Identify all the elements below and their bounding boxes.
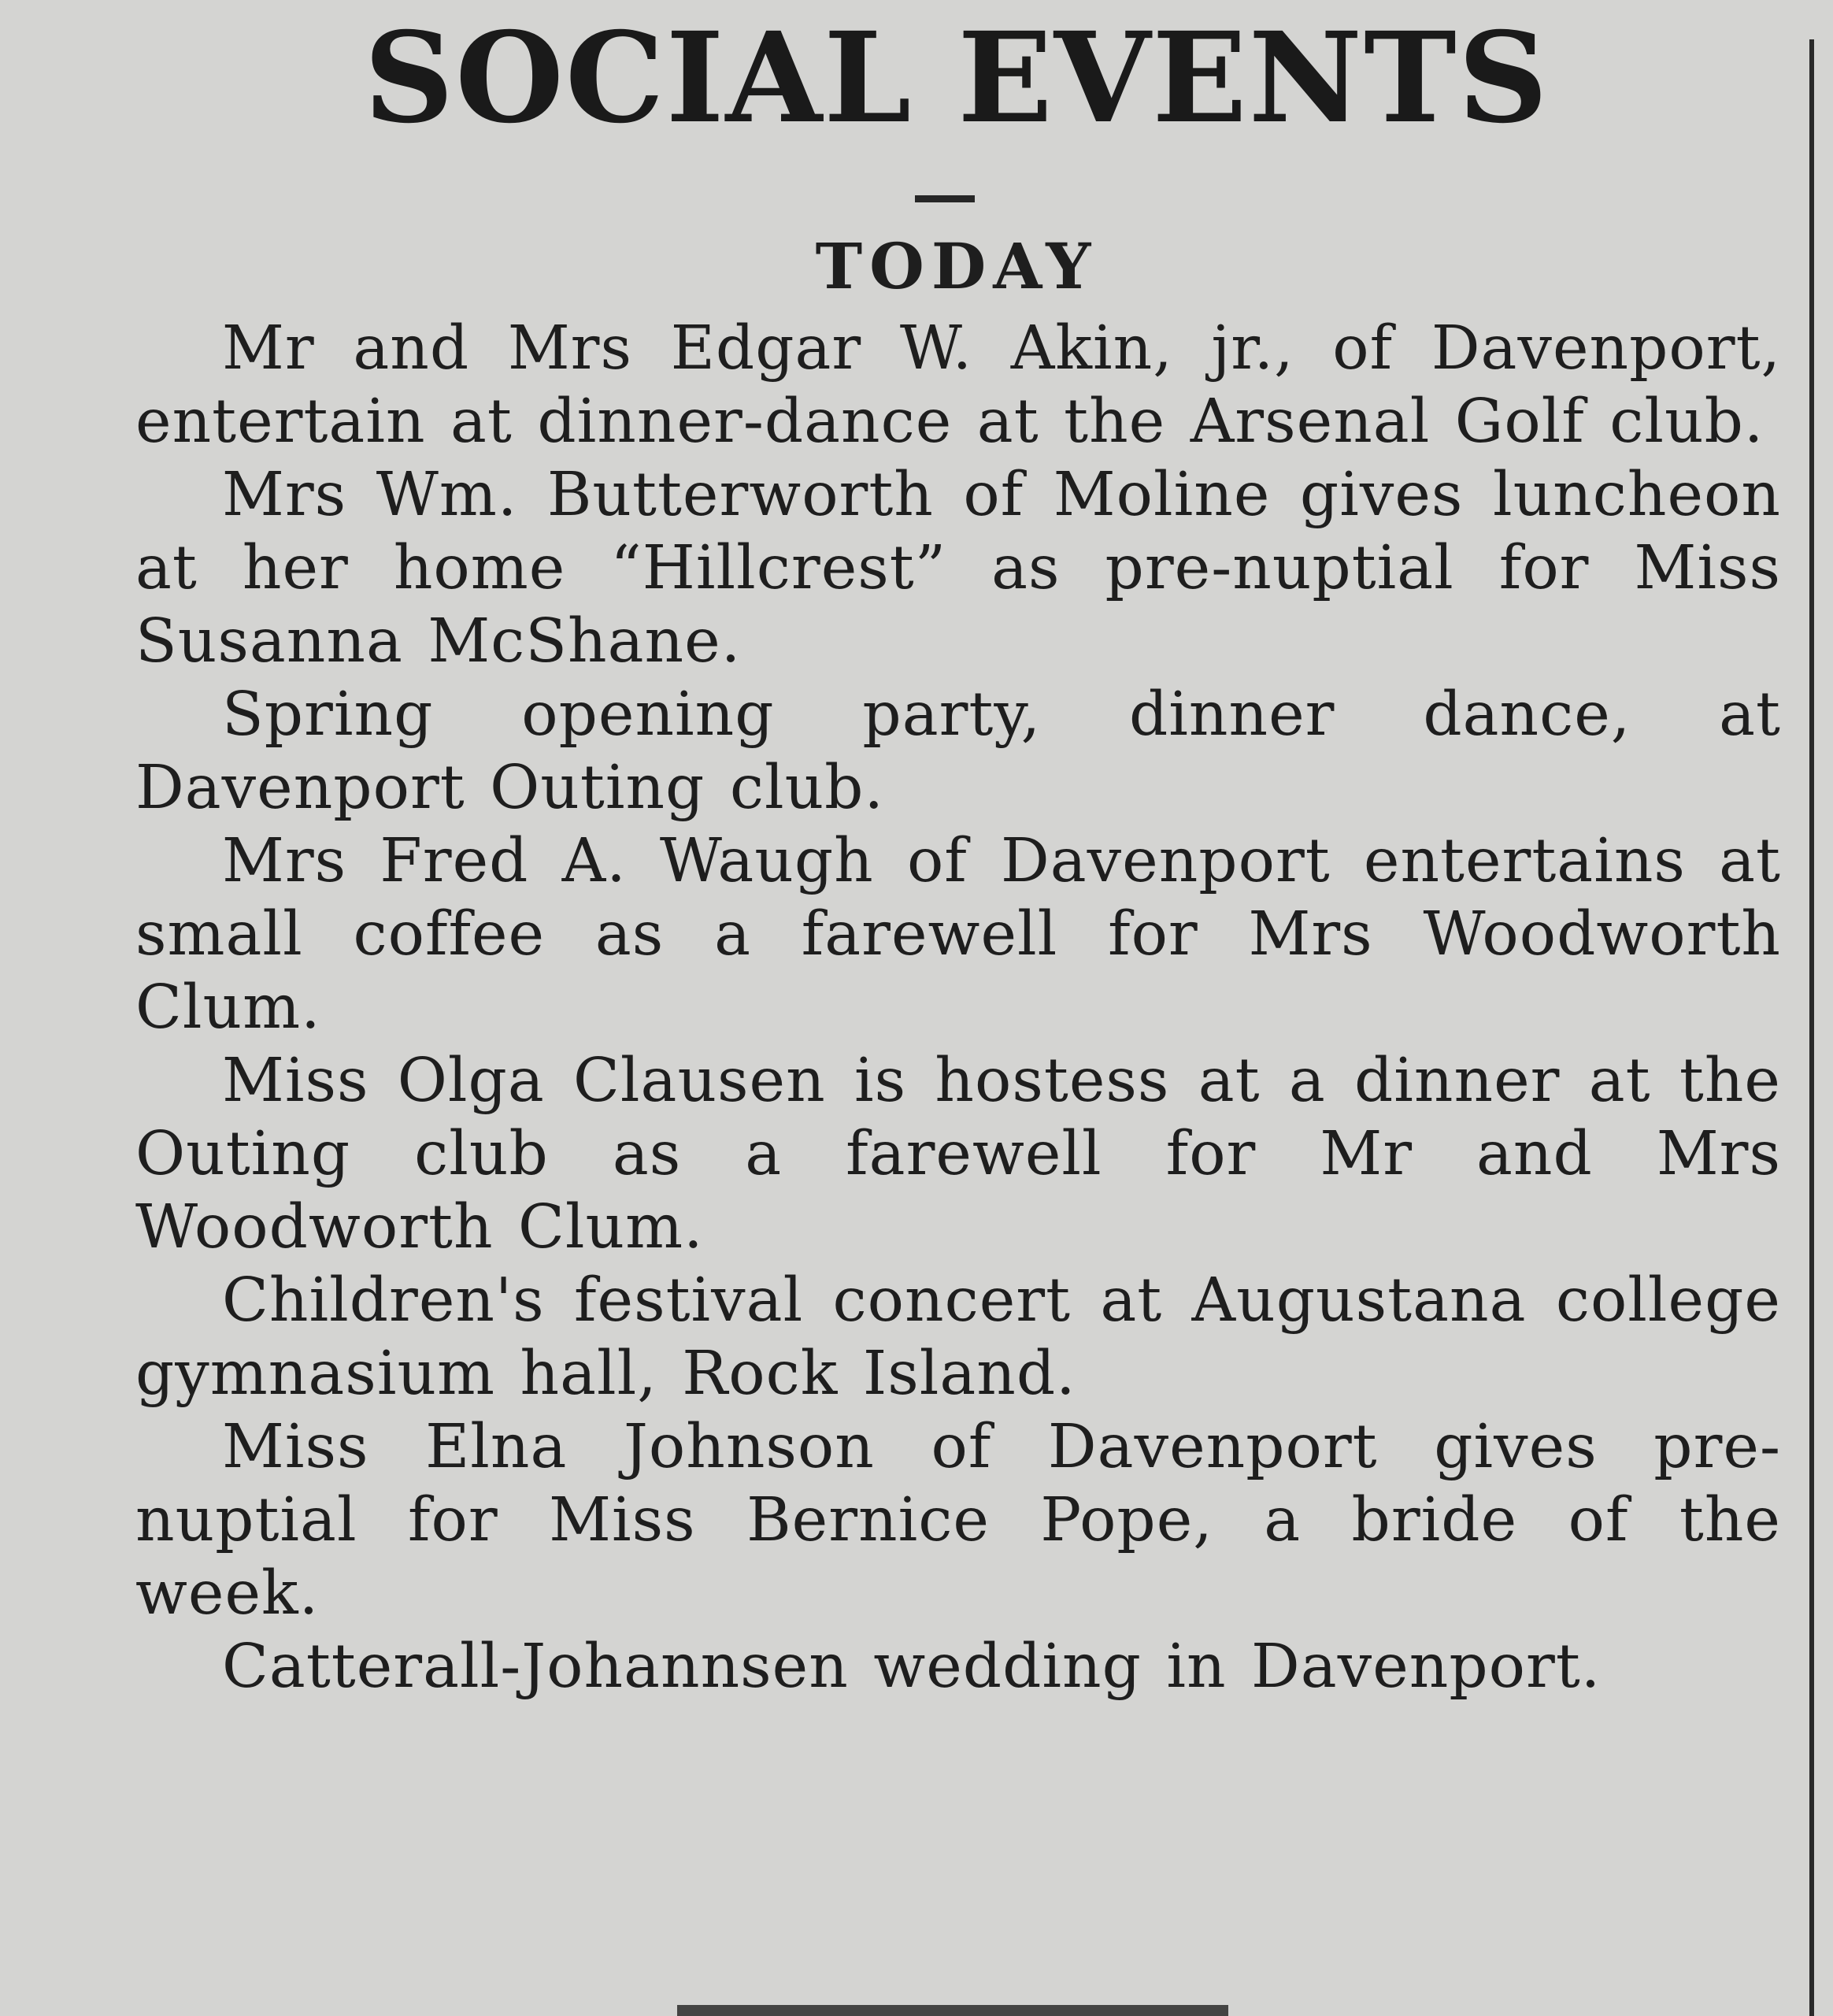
cropped-next-heading xyxy=(677,2005,1228,2016)
column-rule xyxy=(1809,39,1814,2016)
event-item: Miss Elna Johnson of Davenport gives pre-nuptial for Miss Bernice Pope, a bride of the week. xyxy=(135,1412,1781,1629)
section-heading: TODAY xyxy=(815,229,1098,303)
event-list xyxy=(135,312,1781,1703)
event-item: Mr and Mrs Edgar W. Akin, jr., of Davenport, entertain at dinner-dance at the Arsenal Golf club. xyxy=(135,313,1781,457)
event-item: Miss Olga Clausen is hostess at a dinner at the Outing club as a farewell for Mr and Mrs Woodworth Clum. xyxy=(135,1046,1781,1262)
headline: SOCIAL EVENTS xyxy=(364,6,1550,151)
event-item: Mrs Fred A. Waugh of Davenport entertains at small coffee as a farewell for Mrs Woodworth Clum. xyxy=(135,826,1781,1043)
headline-dash-rule xyxy=(915,195,975,202)
event-item: Children's festival concert at Augustana college gymnasium hall, Rock Island. xyxy=(135,1266,1781,1409)
event-item: Mrs Wm. Butterworth of Moline gives luncheon at her home “Hillcrest” as pre-nuptial for Miss Susanna McShane. xyxy=(135,460,1781,676)
event-item: Spring opening party, dinner dance, at Davenport Outing club. xyxy=(135,680,1781,823)
event-item: Catterall-Johannsen wedding in Davenport. xyxy=(222,1632,1602,1702)
